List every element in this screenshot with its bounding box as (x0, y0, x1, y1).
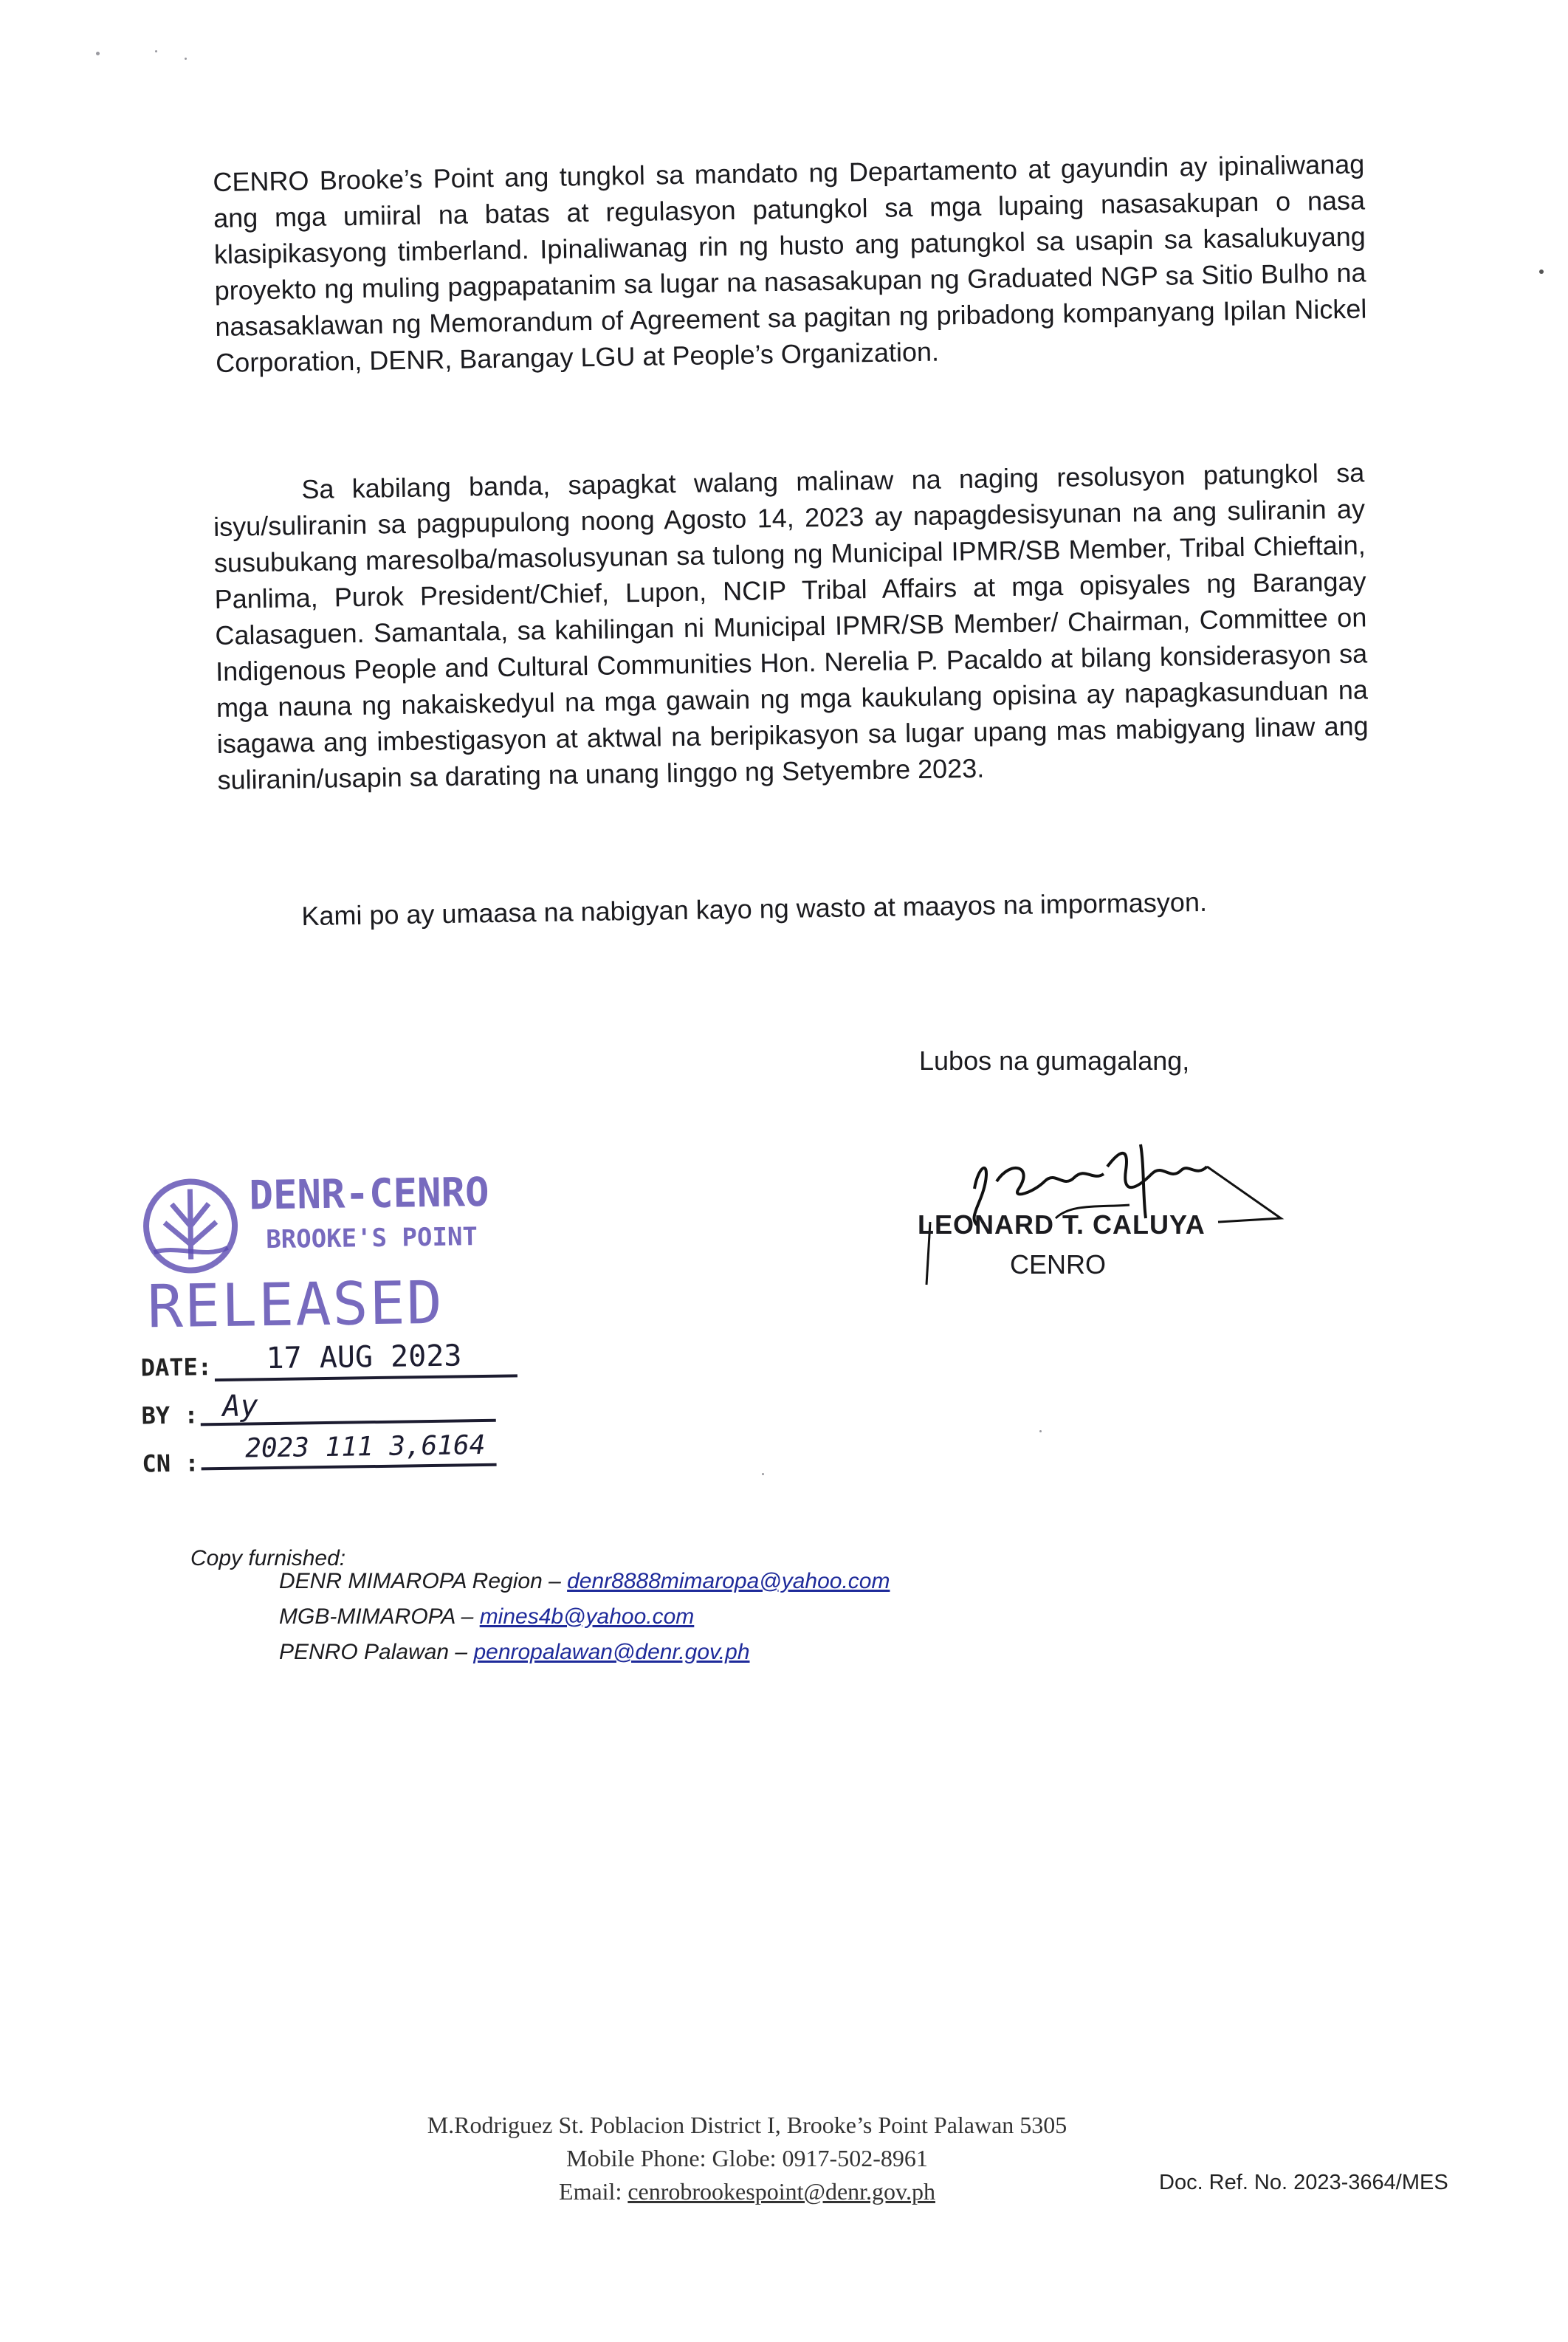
paragraph-text: Kami po ay umaasa na nabigyan kayo ng wasto at maayos na impormasyon. (301, 886, 1208, 932)
stamp-underline (202, 1463, 497, 1471)
scan-speck (155, 50, 157, 52)
recipient-email-link[interactable]: mines4b@yahoo.com (479, 1604, 695, 1629)
stamp-by-label: BY : (141, 1401, 199, 1430)
stamp-by-value: Ay (222, 1389, 258, 1424)
recipient-name: MGB-MIMAROPA – (279, 1604, 480, 1629)
doc-ref-number: Doc. Ref. No. 2023-3664/MES (1159, 2171, 1448, 2194)
scan-speck (1039, 1430, 1042, 1432)
recipient-name: DENR MIMAROPA Region – (279, 1569, 568, 1593)
footer-email-link[interactable]: cenrobrookespoint@denr.gov.ph (627, 2178, 935, 2205)
signatory-title: CENRO (1010, 1249, 1107, 1280)
footer-phone: Mobile Phone: Globe: 0917-502-8961 (566, 2145, 928, 2171)
body-paragraph-3 (213, 881, 1365, 935)
recipient-email-link[interactable]: penropalawan@denr.gov.ph (473, 1640, 750, 1664)
stamp-org: DENR-CENRO (249, 1168, 489, 1219)
stamp-cn-label: CN : (142, 1449, 199, 1478)
scan-speck (96, 52, 100, 55)
stamp-date-value: 17 AUG 2023 (266, 1339, 462, 1376)
stamp-status: RELEASED (146, 1268, 444, 1342)
scan-speck (185, 58, 187, 60)
paragraph-text: CENRO Brooke’s Point ang tungkol sa mandato ng Departamento at gayundin ay ipinaliwanag ang mga umiiral na batas at regulasyon patungkol sa mga lupaing nasasakupan o nasa klasipikasyong timberland. Ipinaliwanag rin ng husto ang patungkol sa usapin sa kasalukuyang proyekto ng muling pagpapatanim sa lugar na nasasakupan ng Graduated NGP sa Sitio Bulho na nasasaklawan ng Memorandum of Agreement sa pagitan ng pribadong kompanyang Ipilan Nickel Corporation, DENR, Barangay LGU at People’s Organization. (213, 148, 1367, 378)
body-paragraph-2 (213, 454, 1369, 797)
released-stamp (131, 1164, 519, 1494)
body-paragraph-1 (213, 145, 1367, 380)
stamp-cn-value: 2023 111 3,6164 (244, 1429, 486, 1464)
denr-logo-icon (138, 1174, 243, 1279)
footer-email-label: Email: (559, 2178, 628, 2205)
stamp-date-label: DATE: (140, 1353, 213, 1382)
stamp-underline (215, 1374, 517, 1381)
footer-address: M.Rodriguez St. Poblacion District I, Brooke’s Point Palawan 5305 (427, 2112, 1067, 2138)
recipient-name: PENRO Palawan – (279, 1640, 474, 1664)
scan-speck (762, 1473, 764, 1475)
recipient-email-link[interactable]: denr8888mimaropa@yahoo.com (567, 1569, 890, 1593)
copy-furnished-heading: Copy furnished: (190, 1546, 346, 1570)
list-item (279, 1635, 890, 1670)
copy-furnished-list (279, 1564, 890, 1670)
closing-salutation: Lubos na gumagalang, (919, 1045, 1190, 1076)
list-item (279, 1599, 890, 1635)
stamp-office: BROOKE'S POINT (266, 1222, 478, 1255)
paragraph-text: Sa kabilang banda, sapagkat walang malinaw na naging resolusyon patungkol sa isyu/suliranin sa pagpupulong noong Agosto 14, 2023 ay napagdesisyunan na ang suliranin ay susubukang maresolba/masolusyunan sa tulong ng Municipal IPMR/SB Member, Tribal Chieftain, Panlima, Purok President/Chief, Lupon, NCIP Tribal Affairs at mga opisyales ng Barangay Calasaguen. Samantala, sa kahilingan ni Municipal IPMR/SB Member/ Chairman, Committee on Indigenous People and Cultural Communities Hon. Nerelia P. Pacaldo at bilang konsiderasyon sa mga nauna ng nakaiskedyul na mga gawain ng mga kaukulang opisina ay napagkasunduan na isagawa ang imbestigasyon at aktwal na beripikasyon sa lugar upang mas mabigyang linaw ang suliranin/usapin sa darating na unang linggo ng Setyembre 2023. (213, 457, 1369, 795)
scan-speck (1539, 269, 1544, 274)
signatory-name: LEONARD T. CALUYA (918, 1209, 1206, 1240)
list-item (279, 1564, 890, 1599)
